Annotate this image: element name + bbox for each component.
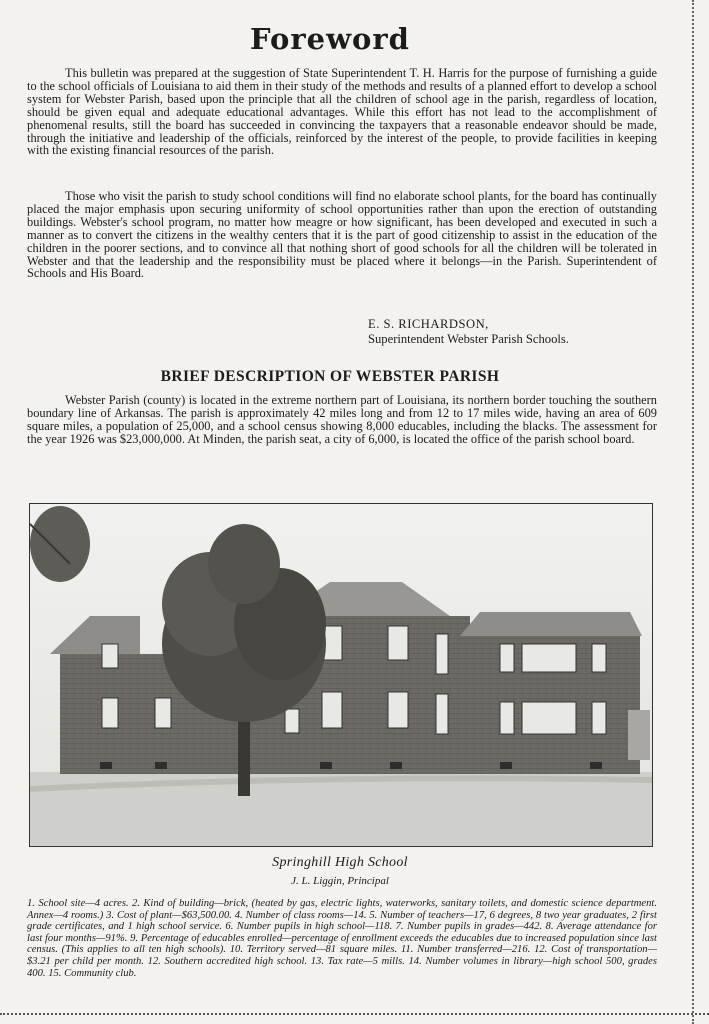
photo-principal: J. L. Liggin, Principal [291, 875, 389, 887]
page-edge-right [692, 0, 695, 1024]
description-heading: BRIEF DESCRIPTION OF WEBSTER PARISH [160, 368, 500, 385]
photo-caption: Springhill High School [272, 855, 408, 870]
school-building-illustration [30, 504, 652, 846]
foreword-paragraph-2: Those who visit the parish to study school conditions will find no elaborate school plants, for the board has continually placed the major emphasis upon securing uniformity of school opportunities rather than upon the erection of outstanding buildings. Webster's school program, no matter how meagre or how significant, has been developed and executed in such a manner as to convert the citizens in the wealthy centers that it is the part of good citizenship to assist in the education of the children in the poorer sections, and to convince all that nothing short of good schools for all the children will be tolerated in Webster and that the leadership and the responsibility must be placed where it belongs—in the Parish. Superintendent of Schools and His Board. [27, 189, 657, 281]
signature-name: E. S. RICHARDSON, [368, 317, 489, 331]
school-photograph [29, 503, 653, 847]
signature-title: Superintendent Webster Parish Schools. [368, 332, 569, 346]
signature-block [368, 317, 569, 347]
school-facts-list: 1. School site—4 acres. 2. Kind of building—brick, (heated by gas, electric lights, waterworks, sanitary toilets, and domestic science department. Annex—4 rooms.) 3. Cost of plant—$63,500.00. 4. Number of class rooms—14. 5. Number of teachers—17, 6 degrees, 8 two year graduates, 2 first grade certificates, and 1 high school service. 6. Number pupils in high school—118. 7. Number pupils in grades—442. 8. Average attendance for last four months—91%. 9. Percentage of educables enrolled—percentage of enrollment exceeds the educables due to increased population since last census. (This applies to all ten high schools). 10. Territory served—81 square miles. 11. Number transferred—216. 12. Cost of transportation—$3.21 per child per month. 12. Southern accredited high school. 13. Tax rate—5 mills. 14. Number volumes in library—high school 500, grades 400. 15. Community club. [27, 898, 657, 979]
foreword-title: Foreword [250, 22, 410, 56]
page-edge-bottom [0, 1013, 709, 1016]
description-paragraph: Webster Parish (county) is located in the extreme northern part of Louisiana, its northern border touching the southern boundary line of Arkansas. The parish is approximately 42 miles long and from 12 to 17 miles wide, having an area of 609 square miles, a population of 25,000, and a school census showing 8,000 educables, including the blacks. The assessment for the year 1926 was $23,000,000. At Minden, the parish seat, a city of 6,000, is located the office of the parish school board. [27, 393, 657, 446]
foreword-paragraph-1: This bulletin was prepared at the suggestion of State Superintendent T. H. Harris for the purpose of furnishing a guide to the school officials of Louisiana to aid them in their study of the methods and results of a planned effort to develop a school system for Webster Parish, based upon the principle that all the children of school age in the parish, regardless of location, should be given equal and adequate educational advantages. While this effort has not lead to the accomplishment of phenomenal results, still the board has succeeded in convincing the taxpayers that a reasonable endeavor should be made, through the initiative and leadership of the officials, reinforced by the interest of the people, to provide facilities in keeping with the existing financial resources of the parish. [27, 66, 657, 158]
